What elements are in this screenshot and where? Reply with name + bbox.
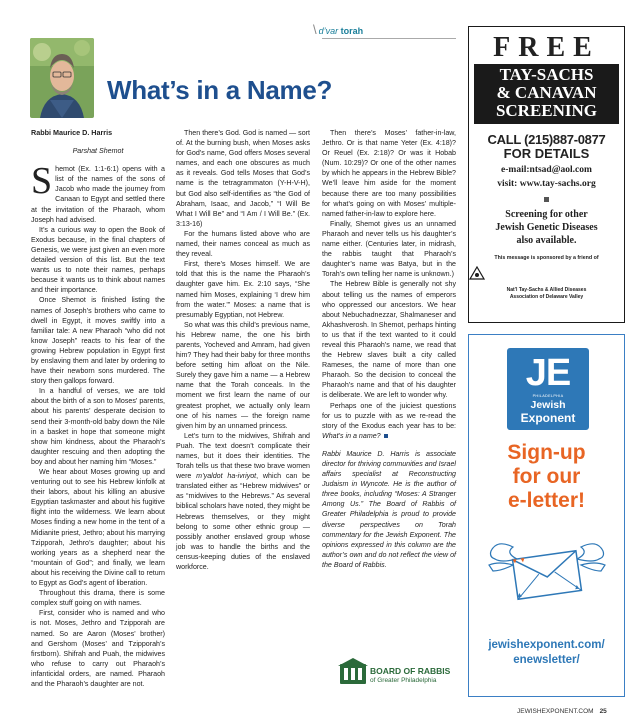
ad-association: Nat’l Tay-Sachs & Allied Diseases Association of Delaware Valley: [506, 287, 587, 300]
ad-phone: CALL (215)887-0877: [487, 132, 606, 147]
ad-screening-block: TAY-SACHS & CANAVAN SCREENING: [474, 64, 619, 124]
taysachs-ad[interactable]: [468, 26, 625, 323]
section-header: [313, 22, 363, 37]
board-of-rabbis-name: BOARD OF RABBIS: [370, 666, 451, 676]
article-paragraph: Shemot (Ex. 1:1-6:1) opens with a list of the names of the sons of Jacob who made the journey from Canaan to Egypt and settled there at the invitation of the Pharaoh, whom Joseph had advised.: [31, 160, 165, 224]
ad-details: FOR DETAILS: [503, 146, 590, 161]
footer-site: JEWISHEXPONENT.COM: [517, 708, 594, 715]
author-bio: Rabbi Maurice D. Harris is associate director for thriving communities and Israel affairs specialist at Reconstructing Judaism in Wyncote. He is the author of three books, including “Moses: A Stranger Among Us.” The Board of Rabbis of Greater Philadelphia is proud to provide diverse perspectives on Torah commentary for the Jewish Exponent. The opinions expressed in this column are the author’s own and do not reflect the view of the Board of Rabbis.: [322, 449, 456, 569]
article-paragraph: Let’s turn to the midwives, Shifrah and Puah. The text doesn’t complicate their names, but it does their identities. The Torah tells us that these two brave women were m’yaldot ha-ivriyot, which can be translated either as “Hebrew midwives” or as “midwives to the Hebrews.” As several biblical scholars have noted, they might be Hebrews themselves, or they might belong to some other ethnic group — possibly another enslaved group whose job was to handle the births and the census-keeping duties of the enslaved workforce.: [176, 431, 310, 572]
ad-divider-square: [544, 197, 549, 202]
winged-envelope-icon: [487, 531, 607, 609]
author-photo: [30, 38, 94, 118]
page-footer: [517, 708, 607, 715]
article-paragraph: In a handful of verses, we are told about the birth of a son to Moses’ parents, about his parents’ desperate decision to send their 3-month-old baby down the Nile in a basket in hope that someone might show him kindness, about the Pharaoh’s daughter rescuing and then adopting the boy and about her naming him “Moses.”: [31, 387, 165, 466]
article-paragraph: The Hebrew Bible is generally not shy about telling us the names of emperors who oppressed our ancestors. We hear about Nebuchadnezzar, Shalmaneser and Akhashverosh. In Shemot, perhaps hinting to us that if the text wanted to it could reveal this Pharaoh’s name, we read that the Hebrew slaves built a city called Rameses, the name of more than one Pharaoh. So the decision to conceal the Pharaoh’s name and that of his daughter is deliberate. We are left to wonder why.: [322, 280, 456, 400]
section-prefix: d’var: [318, 26, 339, 36]
section-name: torah: [340, 26, 364, 36]
board-of-rabbis-subtitle: of Greater Philadelphia: [370, 677, 437, 684]
article-paragraph: Throughout this drama, there is some complex stuff going on with names.: [31, 589, 165, 608]
article-paragraph: Once Shemot is finished listing the names of Joseph’s brothers who came to dwell in Egypt, it moves swiftly into a familiar tale: A new Pharaoh “who did not know Joseph” reacts to his fear of the growing Hebrew population in Egypt first by enslaving them and later by ordering to have their newborn sons murdered. The story then gallops forward.: [31, 296, 165, 386]
article-paragraph: First, consider who is named and who is not. Moses, Jethro and Tzipporah are named. So are Aaron (Moses’ brother) and Gershom (Moses’ and Tzipporah’s firstborn). Shifrah and Puah, the midwives who refuse to carry out Pharaoh’s infanticidal orders, are named. Pharaoh and the Pharaoh’s daughter are not.: [31, 609, 165, 688]
article-paragraph: Then there’s God. God is named — sort of. At the burning bush, when Moses asks for God’s name, God offers Moses several names, and each one obscures as much as it reveals. God tells Moses that God’s name is the tetragrammaton (Y-H-V-H), but God also self-identifies as “the God of Abraham, Isaac, and Jacob,” “I Will Be What I Will Be” and “I Am / I Will Be.” (Ex. 3:13-16): [176, 129, 310, 228]
ad-website: visit: www.tay-sachs.org: [497, 179, 596, 189]
article-paragraph: Finally, Shemot gives us an unnamed Pharaoh and never tells us his daughter’s name either. (Centuries later, in midrash, the rabbis taught that Pharaoh’s daughter’s name was Batya, but in the Torah’s own telling her name is unknown.): [322, 219, 456, 279]
article-paragraph: First, there’s Moses himself. We are told that this is the name the Pharaoh’s daughter gave him. Ex. 2:10 says, “She named him Moses, explaining ‘I drew him from the water.’” Moses: a name that is presumably Egyptian, not Hebrew.: [176, 260, 310, 319]
jewish-exponent-logo: JE PHILADELPHIA Jewish Exponent: [507, 348, 589, 430]
article-paragraph: Perhaps one of the juiciest questions for us to puzzle with as we re-read the story of the Exodus each year has to be: What’s in a name?: [322, 401, 456, 440]
drop-cap: S: [31, 160, 53, 203]
article-paragraph: Then there’s Moses’ father-in-law, Jethro. Or is that name Yeter (Ex. 4:18)? Or Reuel (Ex. 2:18)? Or was it Hobab (Num. 10:29)? Or one of the other names by which he appears in the Hebrew Bible? We’ll leave him aside for the moment because there are too many possibilities for what’s going on with Moses’ multiple-named father-in-law to explore here.: [322, 129, 456, 218]
ad-email: e-mail:ntsad@aol.com: [501, 165, 592, 175]
page-number: 25: [599, 708, 607, 715]
signup-heading: Sign-up for our e-letter!: [507, 441, 586, 512]
article-title: What’s in a Name?: [107, 75, 333, 105]
end-mark: [384, 434, 388, 438]
article-paragraph: We hear about Moses growing up and venturing out to see his Hebrew kinfolk at their labors, about his killing an abusive Egyptian taskmaster and about his fugitive flight into the wilderness. We learn about Moses finding a new home in the tent of a Midianite priest, Jethro; about his marrying Tzipporah, Jethro’s daughter; about his working years as a shepherd near the “mountain of God”; and finally, we learn about his receiving the Divine call to return to Egypt as God’s agent of liberation.: [31, 468, 165, 588]
article-byline: Rabbi Maurice D. Harris: [31, 128, 113, 137]
article-paragraph: It’s a curious way to open the Book of Exodus because, in the final chapters of Genesis, we were just given an even more detailed version of this list. But the text wants us to note their names, perhaps because it wants us to think about names and their importance.: [31, 225, 165, 295]
ad-other-screening: Screening for other Jewish Genetic Diseases also available.: [495, 209, 598, 246]
header-rule: [322, 38, 456, 39]
section-slash: \: [313, 22, 317, 37]
article-paragraph: So what was this child’s previous name, his Hebrew name, the one his birth parents, Yocheved and Amram, had given him? They had their baby for three months before setting him afloat on the Nile. Surely they gave him a name — a Hebrew name that the Torah conceals. In the moment we first learn the name of our greatest prophet, we actually only learn one of his names — the foreign name given him by an unnamed princess.: [176, 320, 310, 430]
ad-free-heading: FREE: [493, 32, 600, 63]
ad-sponsor-note: This message is sponsored by a friend of: [494, 255, 599, 261]
article-column-2: [176, 128, 310, 572]
article-column-3: [322, 128, 456, 570]
newsletter-url[interactable]: jewishexponent.com/ enewsletter/: [488, 639, 605, 666]
article-parsha: Parshat Shemot: [72, 147, 124, 156]
article-column-1: [31, 128, 165, 689]
je-newsletter-ad[interactable]: [468, 334, 625, 697]
association-logo-icon: [469, 266, 485, 280]
article-paragraph: For the humans listed above who are named, their names conceal as much as they reveal.: [176, 229, 310, 259]
